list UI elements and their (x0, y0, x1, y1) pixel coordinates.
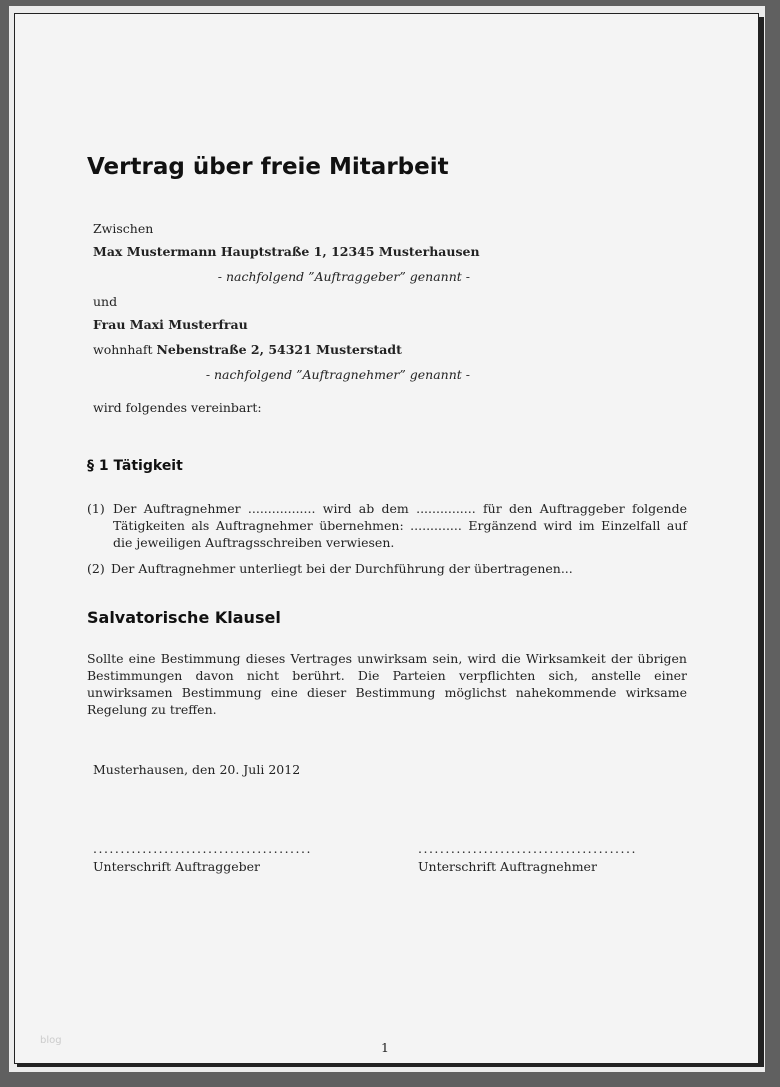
section-heading-taetigkeit: § 1 Tätigkeit (87, 458, 183, 474)
signature-label-contractor: Unterschrift Auftragnehmer (418, 859, 597, 874)
document-title: Vertrag über freie Mitarbeit (87, 154, 449, 180)
resides-label: wohnhaft (93, 342, 153, 357)
signature-line-contractor: ........................................ (418, 841, 637, 856)
client-note: - nachfolgend ”Auftraggeber” genannt - (217, 269, 470, 284)
clause-text: Der Auftragnehmer unterliegt bei der Durchführung der übertragenen... (111, 561, 573, 576)
client-address: Max Mustermann Hauptstraße 1, 12345 Musterhausen (93, 244, 480, 259)
signature-label-client: Unterschrift Auftraggeber (93, 859, 260, 874)
contractor-address: Nebenstraße 2, 54321 Musterstadt (156, 342, 402, 357)
between-label: Zwischen (93, 221, 154, 236)
page-number: 1 (381, 1040, 389, 1055)
section-heading-salvatorisch: Salvatorische Klausel (87, 608, 281, 627)
clause-number: (1) (87, 501, 105, 516)
place-date: Musterhausen, den 20. Juli 2012 (93, 762, 301, 777)
clause-2 (87, 560, 687, 577)
watermark: blog (40, 1035, 62, 1046)
document-page (14, 13, 759, 1064)
clause-number: (2) (87, 561, 105, 576)
agreed-text: wird folgendes vereinbart: (93, 400, 262, 415)
clause-text: Der Auftragnehmer ................. wird ab dem ............... für den Auftraggeber folgende Tätigkeiten als Auftragnehmer übernehmen: ............. Ergänzend wird im Einzelfall auf die jeweiligen Auftragsschreiben verwiesen. (113, 501, 687, 550)
contractor-name: Frau Maxi Musterfrau (93, 317, 248, 332)
and-label: und (93, 294, 118, 309)
salvatorische-text: Sollte eine Bestimmung dieses Vertrages unwirksam sein, wird die Wirksamkeit der übrigen Bestimmungen davon nicht berührt. Die Parteien verpflichten sich, anstelle einer unwirksamen Bestimmung eine dieser Bestimmung möglichst nahekommende wirksame Regelung zu treffen. (87, 651, 687, 717)
signature-line-client: ........................................ (93, 841, 312, 856)
contractor-note: - nachfolgend ”Auftragnehmer” genannt - (205, 367, 470, 382)
clause-1 (87, 500, 687, 551)
